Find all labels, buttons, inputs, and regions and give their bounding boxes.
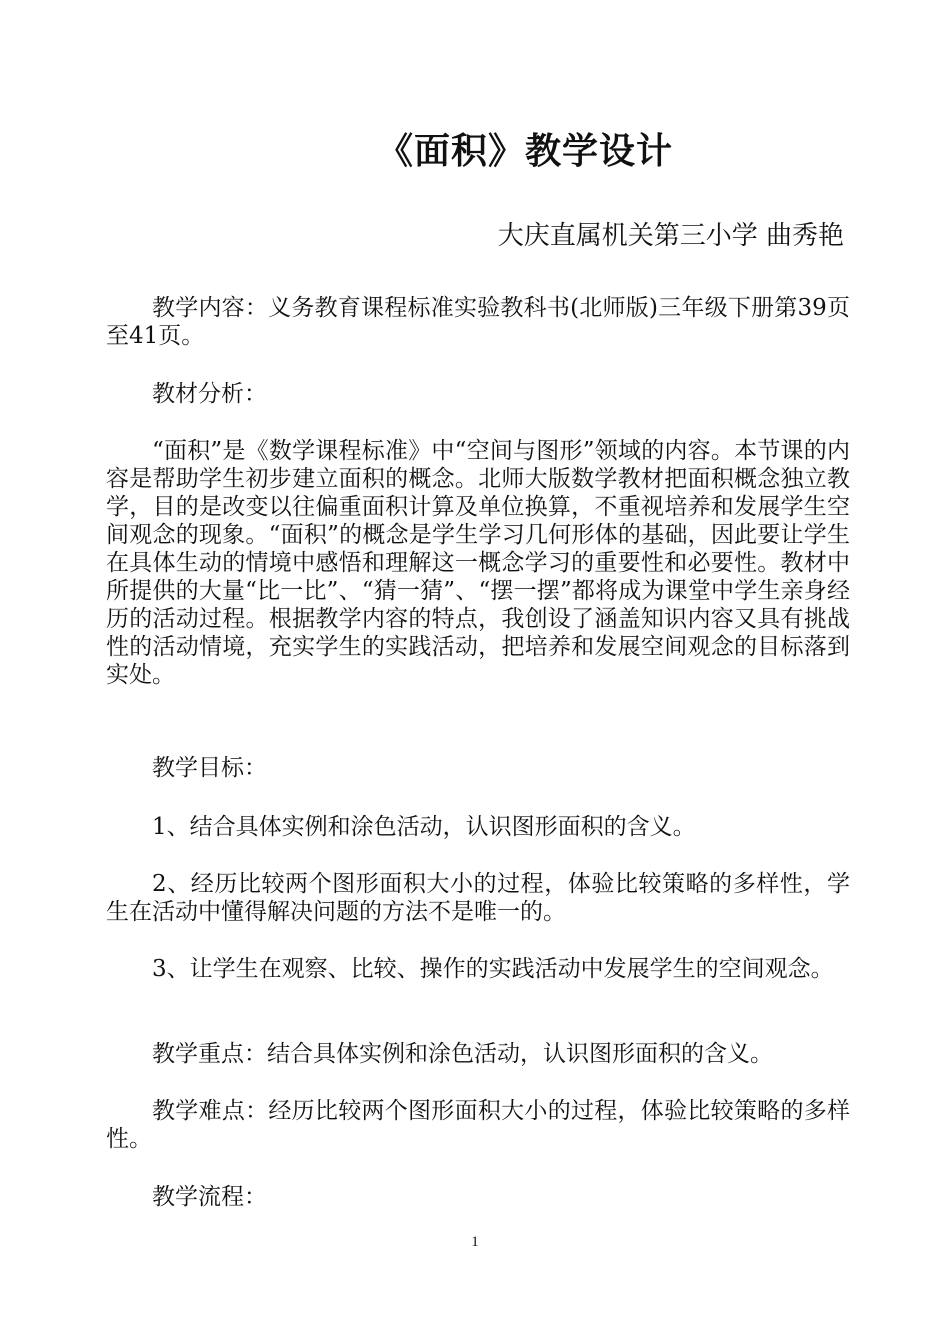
goal-item-2 (106, 870, 850, 926)
analysis-paragraph: “面积”是《数学课程标准》中“空间与图形”领域的内容。本节课的内容是帮助学生初步建立面积的概念。北师大版数学教材把面积概念独立教学，目的是改变以往偏重面积计算及单位换算，不重视培养和发展学生空间观念的现象。“面积”的概念是学生学习几何形体的基础，因此要让学生在具体生动的情境中感悟和理解这一概念学习的重要性和必要性。教材中所提供的大量“比一比”、“猜一猜”、“摆一摆”都将成为课堂中学生亲身经历的活动过程。根据教学内容的特点，我创设了涵盖知识内容又具有挑战性的活动情境，充实学生的实践活动，把培养和发展空间观念的目标落到实处。 (106, 438, 850, 688)
analysis-heading-section (106, 380, 850, 408)
goal-item-1 (106, 813, 850, 841)
author-line: 大庆直属机关第三小学 曲秀艳 (497, 221, 844, 251)
key-point-section (106, 1040, 850, 1068)
flow-heading-section (106, 1183, 850, 1211)
page-number: 1 (471, 1234, 479, 1250)
teaching-content-section (106, 294, 850, 350)
key-point-paragraph: 教学重点：结合具体实例和涂色活动，认识图形面积的含义。 (152, 1041, 773, 1067)
goal-item-3 (106, 955, 850, 983)
difficulty-paragraph: 教学难点：经历比较两个图形面积大小的过程，体验比较策略的多样性。 (106, 1098, 850, 1152)
goal-text-1: 1、结合具体实例和涂色活动，认识图形面积的含义。 (152, 814, 696, 840)
analysis-heading: 教材分析： (152, 381, 267, 407)
goal-text-3: 3、让学生在观察、比较、操作的实践活动中发展学生的空间观念。 (152, 956, 834, 982)
teaching-content-paragraph: 教学内容：义务教育课程标准实验教科书(北师版)三年级下册第39页至41页。 (106, 295, 850, 349)
flow-heading: 教学流程： (152, 1184, 267, 1210)
goal-text-2: 2、经历比较两个图形面积大小的过程，体验比较策略的多样性，学生在活动中懂得解决问题的方法不是唯一的。 (106, 871, 850, 925)
goals-heading: 教学目标： (152, 755, 267, 781)
difficulty-section (106, 1097, 850, 1153)
goals-heading-section (106, 754, 850, 782)
analysis-section (106, 437, 850, 689)
document-title: 《面积》教学设计 (376, 131, 673, 172)
